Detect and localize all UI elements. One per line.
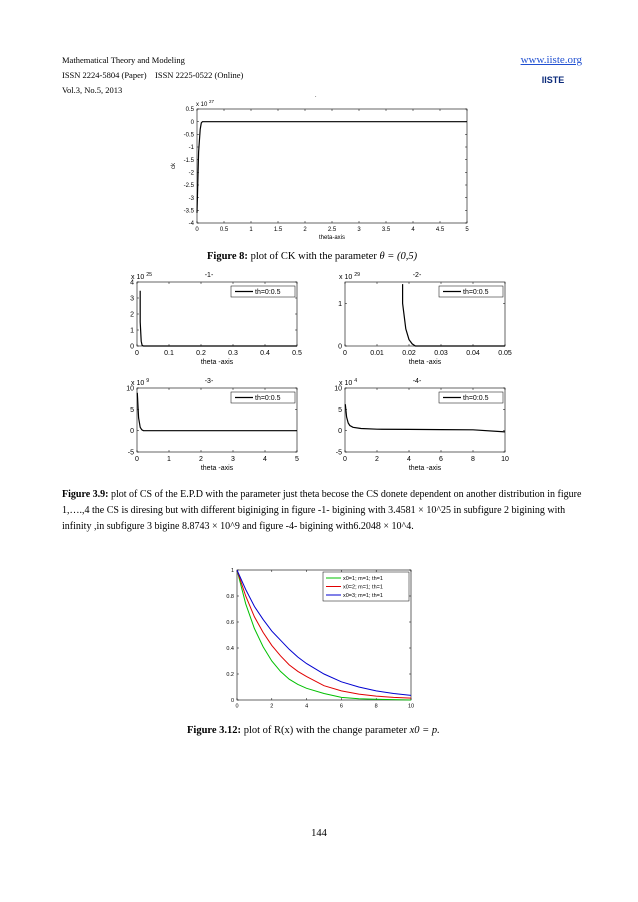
- x-tick-label: 5: [465, 227, 469, 233]
- x-tick-label: 5: [295, 456, 299, 463]
- subplot-title: -2-: [412, 272, 422, 279]
- page-mark: .: [315, 93, 317, 99]
- x-tick-label: 0.1: [164, 350, 174, 357]
- x-tick-label: 0.03: [434, 350, 448, 357]
- legend-label: x0=3; m=1; th=1: [343, 593, 383, 599]
- x-tick-label: 0.2: [196, 350, 206, 357]
- legend-label: x0=2; m=1; th=1: [343, 584, 383, 591]
- x-tick-label: 4: [411, 227, 415, 233]
- axis-exponent-label: x 10 $^4$: [339, 378, 358, 387]
- y-tick-label: 0.5: [185, 107, 194, 114]
- y-tick-label: 2: [130, 311, 134, 319]
- figure-3-12-chart: [215, 563, 420, 711]
- figure-8-label: Figure 8:: [207, 251, 248, 262]
- y-tick-label: -1.5: [183, 157, 194, 164]
- x-tick-label: 0: [135, 350, 139, 357]
- x-axis-label: theta -axis: [200, 359, 234, 366]
- figure-8-chart: [160, 95, 490, 247]
- figure-3-9-subplot-3: [110, 368, 315, 476]
- page-header: [62, 53, 582, 98]
- x-tick-label: 3: [357, 227, 361, 233]
- legend-label: th=0:0.5: [463, 289, 489, 296]
- x-tick-label: 6: [439, 456, 443, 463]
- x-axis-label: theta-axis: [318, 235, 346, 241]
- y-tick-label: 10: [126, 385, 134, 393]
- y-tick-label: 5: [338, 406, 342, 414]
- y-tick-label: -2.5: [183, 183, 194, 190]
- figure-3-12-label: Figure 3.12:: [187, 725, 242, 736]
- x-tick-label: 6: [339, 703, 343, 710]
- y-tick-label: 0: [230, 697, 234, 704]
- y-tick-label: 0: [190, 119, 194, 126]
- issn-line: ISSN 2224-5804 (Paper) ISSN 2225-0522 (Online): [62, 70, 244, 80]
- figure-3-12-text: plot of R(x) with the change parameter: [241, 725, 410, 736]
- x-tick-label: 8: [374, 703, 378, 710]
- svg-text:IISTE: IISTE: [541, 75, 565, 85]
- subplot-title: -1-: [204, 272, 214, 279]
- y-tick-label: 4: [130, 279, 134, 287]
- x-tick-label: 0.02: [402, 350, 416, 357]
- x-tick-label: 0.5: [292, 350, 302, 357]
- x-tick-label: 1: [249, 227, 253, 233]
- x-tick-label: 8: [471, 456, 475, 463]
- x-tick-label: 1.5: [273, 227, 283, 233]
- y-tick-label: 10: [334, 385, 342, 393]
- figure-3-12-math: x0 = p.: [409, 725, 440, 736]
- x-axis-label: theta -axis: [408, 359, 442, 366]
- x-tick-label: 1: [167, 456, 171, 463]
- figure-3-9-text: plot of CS of the E.P.D with the parameter just theta becose the CS donete dependent on another distribution in figure 1,….,4 the CS is diresing but with different biginiging in figure -1- bigining with 3.4581 × 10^25 in subfigure 2 bigining with infinity ,in subfigure 3 bigine 8.8743 × 10^9 and figure -4- bigining with6.2048 × 10^4.: [62, 489, 582, 532]
- y-tick-label: 0.6: [226, 619, 234, 626]
- x-tick-label: 0: [235, 703, 239, 710]
- figure-8-text: plot of CK with the parameter: [247, 251, 380, 262]
- x-tick-label: 2: [270, 703, 274, 710]
- iiste-logo: [540, 70, 566, 88]
- x-tick-label: 2: [375, 456, 379, 463]
- journal-url-link[interactable]: www.iiste.org: [520, 54, 582, 66]
- x-tick-label: 0.4: [260, 350, 270, 357]
- y-tick-label: 0: [130, 428, 134, 436]
- x-tick-label: 3.5: [381, 227, 391, 233]
- y-tick-label: 0.2: [226, 671, 234, 678]
- figure-3-9-subplot-1: [110, 262, 315, 370]
- x-tick-label: 2: [303, 227, 307, 233]
- y-tick-label: -2: [188, 170, 194, 177]
- x-tick-label: 4: [305, 703, 309, 710]
- y-tick-label: -3.5: [183, 208, 194, 215]
- subplot-title: -3-: [204, 378, 214, 385]
- page-number: 144: [311, 828, 327, 839]
- x-tick-label: 2.5: [327, 227, 337, 233]
- figure-3-9-caption: [62, 487, 582, 535]
- x-tick-label: 0.5: [219, 227, 229, 233]
- x-tick-label: 10: [501, 456, 509, 463]
- x-tick-label: 0: [135, 456, 139, 463]
- x-tick-label: 0: [343, 350, 347, 357]
- x-tick-label: 0: [343, 456, 347, 463]
- volume-line: Vol.3, No.5, 2013: [62, 85, 123, 95]
- figure-3-9-label: Figure 3.9:: [62, 489, 109, 500]
- figure-8-math: θ = (0,5): [379, 251, 418, 262]
- y-tick-label: -3: [188, 195, 194, 202]
- journal-name: Mathematical Theory and Modeling: [62, 55, 185, 65]
- figure-3-9-subplot-4: [318, 368, 523, 476]
- y-tick-label: 0: [338, 343, 342, 351]
- x-tick-label: 0: [195, 227, 199, 233]
- x-tick-label: 4.5: [435, 227, 445, 233]
- x-tick-label: 10: [407, 703, 415, 710]
- y-tick-label: 3: [130, 295, 134, 303]
- y-tick-label: 1: [230, 567, 234, 574]
- y-tick-label: 0: [130, 343, 134, 351]
- axis-exponent-label: x 10 $^{27}$: [196, 99, 215, 108]
- y-tick-label: -0.5: [183, 132, 194, 139]
- y-tick-label: 1: [130, 327, 134, 335]
- axis-exponent-label: x 10 $^9$: [131, 378, 150, 387]
- axis-exponent-label: x 10 $^{25}$: [131, 272, 153, 281]
- y-tick-label: -4: [188, 221, 194, 228]
- plot-frame: [197, 109, 467, 223]
- x-axis-label: theta -axis: [408, 465, 442, 472]
- legend-label: x0=1; m=1; th=1: [343, 576, 383, 582]
- x-tick-label: 4: [407, 456, 411, 463]
- legend-label: th=0:0.5: [255, 395, 281, 402]
- subplot-title: -4-: [412, 378, 422, 385]
- y-tick-label: 0.4: [226, 645, 234, 652]
- axis-exponent-label: x 10 $^{29}$: [339, 272, 361, 281]
- y-axis-label: ck: [171, 163, 177, 169]
- x-tick-label: 0.01: [370, 350, 384, 357]
- y-tick-label: 0: [338, 428, 342, 436]
- figure-3-9-subplot-2: [318, 262, 523, 370]
- y-tick-label: -1: [188, 145, 194, 152]
- figure-3-12-caption: [187, 723, 440, 738]
- y-tick-label: 5: [130, 406, 134, 414]
- y-tick-label: -5: [335, 449, 342, 457]
- y-tick-label: 0.8: [226, 593, 234, 600]
- y-tick-label: 1: [338, 300, 342, 308]
- x-tick-label: 2: [199, 456, 203, 463]
- x-tick-label: 0.04: [466, 350, 480, 357]
- legend-label: th=0:0.5: [463, 395, 489, 402]
- x-tick-label: 4: [263, 456, 267, 463]
- legend-label: th=0:0.5: [255, 289, 281, 296]
- x-tick-label: 0.3: [228, 350, 238, 357]
- x-tick-label: 0.05: [498, 350, 512, 357]
- x-tick-label: 3: [231, 456, 235, 463]
- y-tick-label: -5: [127, 449, 134, 457]
- x-axis-label: theta -axis: [200, 465, 234, 472]
